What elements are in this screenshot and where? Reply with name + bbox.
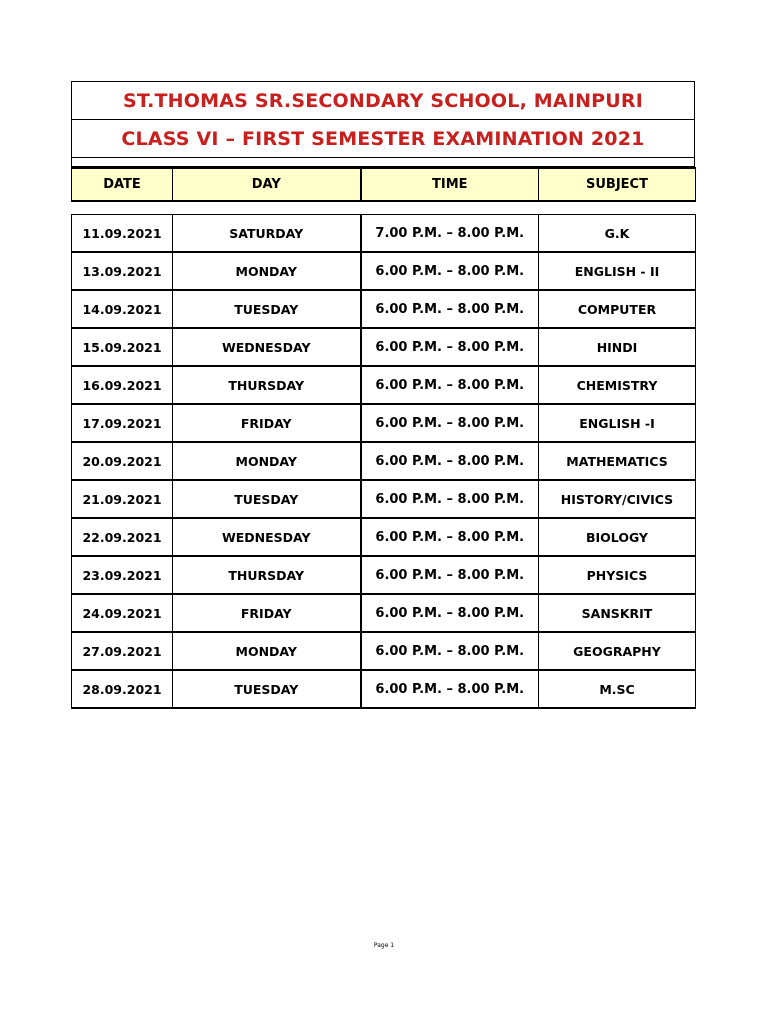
cell-day: WEDNESDAY bbox=[173, 328, 361, 366]
cell-day: TUESDAY bbox=[173, 670, 361, 708]
cell-time: 6.00 P.M. – 8.00 P.M. bbox=[361, 632, 539, 670]
cell-date: 17.09.2021 bbox=[72, 404, 173, 442]
cell-time: 6.00 P.M. – 8.00 P.M. bbox=[361, 404, 539, 442]
cell-day: FRIDAY bbox=[173, 594, 361, 632]
cell-subject: MATHEMATICS bbox=[539, 442, 696, 480]
cell-date: 27.09.2021 bbox=[72, 632, 173, 670]
cell-day: MONDAY bbox=[173, 632, 361, 670]
title-spacer bbox=[72, 158, 694, 167]
cell-subject: COMPUTER bbox=[539, 290, 696, 328]
cell-time: 6.00 P.M. – 8.00 P.M. bbox=[361, 366, 539, 404]
table-row bbox=[72, 670, 696, 708]
cell-time: 7.00 P.M. – 8.00 P.M. bbox=[361, 215, 539, 253]
cell-subject: GEOGRAPHY bbox=[539, 632, 696, 670]
table-row bbox=[72, 215, 696, 253]
cell-date: 21.09.2021 bbox=[72, 480, 173, 518]
schedule-header bbox=[71, 167, 696, 202]
exam-schedule-sheet bbox=[71, 81, 695, 709]
cell-day: FRIDAY bbox=[173, 404, 361, 442]
header-date: DATE bbox=[72, 168, 173, 201]
cell-date: 20.09.2021 bbox=[72, 442, 173, 480]
cell-date: 24.09.2021 bbox=[72, 594, 173, 632]
exam-title: CLASS VI – FIRST SEMESTER EXAMINATION 2021 bbox=[72, 120, 694, 158]
cell-time: 6.00 P.M. – 8.00 P.M. bbox=[361, 252, 539, 290]
cell-day: TUESDAY bbox=[173, 290, 361, 328]
cell-day: MONDAY bbox=[173, 442, 361, 480]
cell-date: 15.09.2021 bbox=[72, 328, 173, 366]
cell-subject: G.K bbox=[539, 215, 696, 253]
table-row bbox=[72, 442, 696, 480]
cell-day: THURSDAY bbox=[173, 556, 361, 594]
cell-day: SATURDAY bbox=[173, 215, 361, 253]
cell-subject: CHEMISTRY bbox=[539, 366, 696, 404]
title-block bbox=[71, 81, 695, 167]
table-row bbox=[72, 328, 696, 366]
table-row bbox=[72, 252, 696, 290]
cell-subject: ENGLISH - II bbox=[539, 252, 696, 290]
cell-date: 22.09.2021 bbox=[72, 518, 173, 556]
cell-subject: ENGLISH -I bbox=[539, 404, 696, 442]
cell-subject: M.SC bbox=[539, 670, 696, 708]
cell-subject: PHYSICS bbox=[539, 556, 696, 594]
cell-time: 6.00 P.M. – 8.00 P.M. bbox=[361, 518, 539, 556]
table-row bbox=[72, 518, 696, 556]
cell-time: 6.00 P.M. – 8.00 P.M. bbox=[361, 480, 539, 518]
cell-time: 6.00 P.M. – 8.00 P.M. bbox=[361, 556, 539, 594]
table-row bbox=[72, 366, 696, 404]
cell-subject: BIOLOGY bbox=[539, 518, 696, 556]
table-row bbox=[72, 556, 696, 594]
school-name: ST.THOMAS SR.SECONDARY SCHOOL, MAINPURI bbox=[72, 82, 694, 120]
table-row bbox=[72, 594, 696, 632]
header-gap bbox=[71, 202, 695, 214]
schedule-table bbox=[71, 214, 696, 709]
header-day: DAY bbox=[173, 168, 361, 201]
page-number: Page 1 bbox=[373, 942, 395, 949]
header-time: TIME bbox=[361, 168, 539, 201]
header-subject: SUBJECT bbox=[539, 168, 696, 201]
cell-time: 6.00 P.M. – 8.00 P.M. bbox=[361, 328, 539, 366]
cell-date: 28.09.2021 bbox=[72, 670, 173, 708]
cell-subject: HISTORY/CIVICS bbox=[539, 480, 696, 518]
cell-date: 16.09.2021 bbox=[72, 366, 173, 404]
cell-date: 13.09.2021 bbox=[72, 252, 173, 290]
cell-time: 6.00 P.M. – 8.00 P.M. bbox=[361, 442, 539, 480]
table-row bbox=[72, 404, 696, 442]
cell-subject: SANSKRIT bbox=[539, 594, 696, 632]
schedule-body bbox=[72, 215, 696, 709]
cell-day: THURSDAY bbox=[173, 366, 361, 404]
cell-day: WEDNESDAY bbox=[173, 518, 361, 556]
table-row bbox=[72, 632, 696, 670]
cell-time: 6.00 P.M. – 8.00 P.M. bbox=[361, 670, 539, 708]
table-row bbox=[72, 290, 696, 328]
cell-date: 23.09.2021 bbox=[72, 556, 173, 594]
table-row bbox=[72, 480, 696, 518]
cell-time: 6.00 P.M. – 8.00 P.M. bbox=[361, 594, 539, 632]
cell-day: TUESDAY bbox=[173, 480, 361, 518]
cell-date: 11.09.2021 bbox=[72, 215, 173, 253]
cell-time: 6.00 P.M. – 8.00 P.M. bbox=[361, 290, 539, 328]
cell-day: MONDAY bbox=[173, 252, 361, 290]
header-row bbox=[72, 168, 696, 201]
cell-date: 14.09.2021 bbox=[72, 290, 173, 328]
cell-subject: HINDI bbox=[539, 328, 696, 366]
